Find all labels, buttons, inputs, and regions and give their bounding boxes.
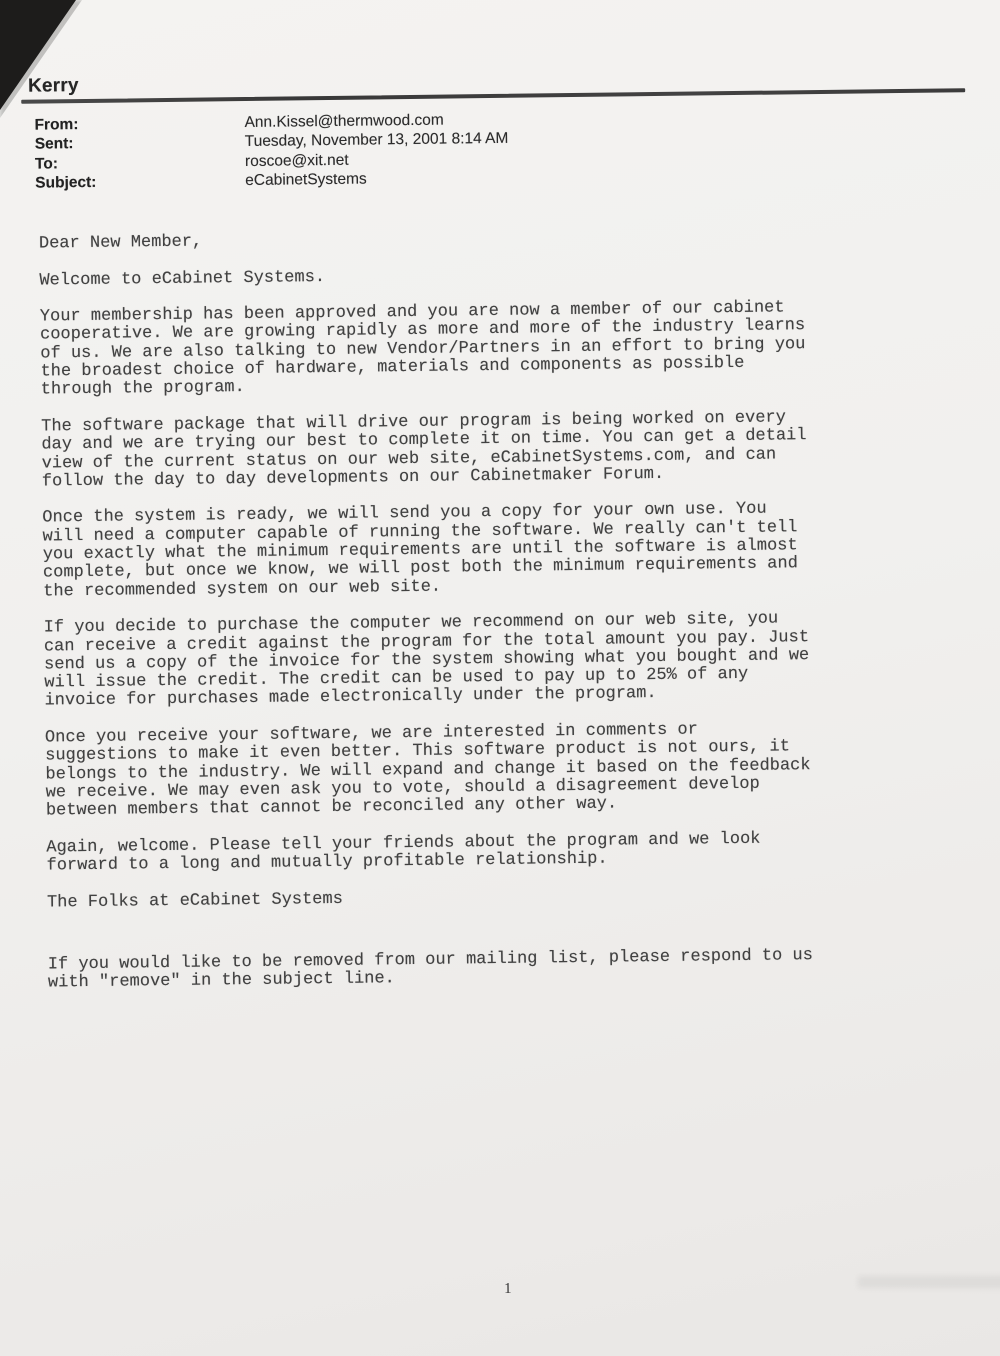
paragraph-membership: Your membership has been approved and you are now a member of our cabinet cooperative. We are growing rapidly as more and more of the industry learns of us. We are also talking to new Vendor/Partners in an effort to bring you the broadest choice of hardware, materials and components as possible through the program. — [39, 298, 806, 400]
sent-label: Sent: — [34, 135, 74, 153]
paragraph-purchase-credit: If you decide to purchase the computer we recommend on our web site, you can receive a credit against the program for the total amount you pay. Just send us a copy of the invoice for the system showing what you bought and we will issue the credit. The credit can be used to pay up to 25% of any invoice for purchases made electronically under the program. — [43, 609, 810, 711]
salutation: Dear New Member, — [38, 232, 203, 254]
to-value: roscoe@xit.net — [244, 151, 349, 170]
to-label: To: — [34, 154, 59, 173]
signature: The Folks at eCabinet Systems — [46, 889, 343, 913]
scan-smudge-artifact — [858, 1276, 1000, 1288]
from-label: From: — [34, 116, 79, 134]
recipient-name: Kerry — [27, 75, 79, 97]
email-header — [34, 108, 735, 194]
from-value: Ann.Kissel@thermwood.com — [244, 111, 444, 132]
subject-label: Subject: — [35, 173, 97, 192]
paragraph-system-ready: Once the system is ready, we will send you a copy for your own use. You will need a computer capable of running the software. We really can't tell you exactly what the minimum requirements are until the software is almost complete, but once we know, we will post both the minimum requirements and the recommended system on our web site. — [42, 500, 799, 602]
page-number: 1 — [503, 1280, 512, 1297]
email-body — [39, 226, 858, 1012]
paragraph-software-package: The software package that will drive our program is being worked on every day and we are trying our best to complete it on time. You can get a detail view of the current status on our web site, eCabinetSystems.com, and can follow the day to day developments on our Cabinetmaker Forum. — [41, 408, 807, 492]
header-rule — [21, 88, 965, 104]
subject-value: eCabinetSystems — [245, 170, 367, 189]
unsubscribe-note: If you would like to be removed from our mailing list, please respond to us with "remove" in the subject line. — [47, 946, 813, 993]
paragraph-closing: Again, welcome. Please tell your friends about the program and we look forward to a long and mutually profitable relationship. — [46, 829, 761, 876]
sent-value: Tuesday, November 13, 2001 8:14 AM — [244, 130, 509, 151]
welcome-line: Welcome to eCabinet Systems. — [39, 267, 326, 291]
paragraph-feedback: Once you receive your software, we are interested in comments or suggestions to make it even better. This software product is not ours, it belongs to the industry. We will expand and change it based on the feedback we receive. We may even ask you to vote, should a disagreement develop between members that cannot be reconciled any other way. — [44, 720, 811, 821]
